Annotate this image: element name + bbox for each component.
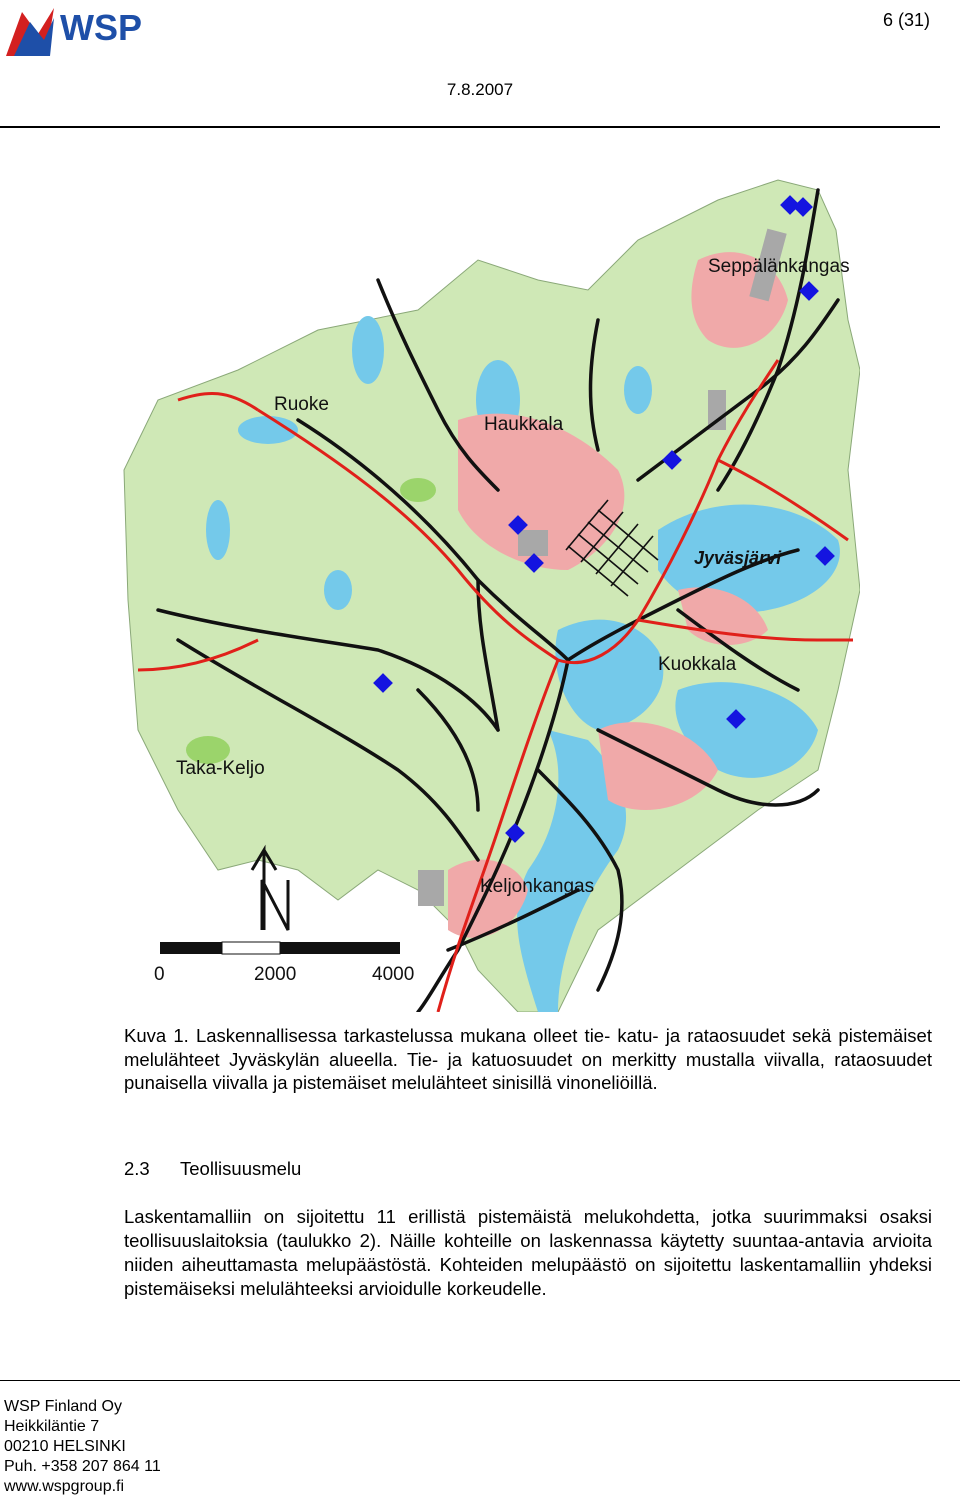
scale-label-2000: 2000 [254,964,297,985]
footer [4,1397,161,1497]
place-label-haukkala: Haukkala [484,414,564,435]
place-label-taka-keljo: Taka-Keljo [176,758,265,779]
place-label-jyvasjarvi: Jyväsjärvi [694,548,782,568]
place-label-kuokkala: Kuokkala [658,654,737,675]
map-svg [118,170,860,1012]
section-title: Teollisuusmelu [180,1158,302,1179]
section-body: Laskentamalliin on sijoitettu 11 erillistä pistemäistä melukohdetta, jotka suurimmaksi osaksi teollisuuslaitoksia (taulukko 2). Näille kohteille on laskennassa käytetty suuntaa-antavia arvioita niiden aiheuttamasta melupäästöstä. Kohteiden melupäästö on sijoitettu laskentamalliin yhdeksi pistemäiseksi melulähteeksi arvioidulle korkeudelle. [124,1206,932,1299]
place-label-keljonkangas: Keljonkangas [480,876,595,897]
place-label-seppalankangas: Seppälänkangas [708,256,850,277]
footer-rule [0,1380,960,1381]
header-rule [0,126,940,128]
scale-label-0: 0 [154,964,165,985]
wsp-logo [4,4,174,60]
footer-phone: Puh. +358 207 864 11 [4,1458,161,1475]
footer-company: WSP Finland Oy [4,1398,122,1415]
footer-city: 00210 HELSINKI [4,1438,126,1455]
footer-web[interactable]: www.wspgroup.fi [4,1478,125,1495]
section-number: 2.3 [124,1158,150,1179]
noise-source-map [118,170,860,1012]
logo-text: WSP [60,7,143,48]
place-label-ruoke: Ruoke [274,394,329,415]
section-heading [124,1158,301,1180]
scale-label-4000: 4000 [372,964,415,985]
figure-caption: Kuva 1. Laskennallisessa tarkastelussa mukana olleet tie- katu- ja rataosuudet sekä pistemäiset melulähteet Jyväskylän alueella. Tie- ja katuosuudet on merkitty mustalla viivalla, rataosuudet punaisella viivalla ja pistemäiset melulähteet sinisillä vinoneliöillä. [124,1025,932,1094]
scale-bar [154,942,414,985]
footer-street: Heikkiläntie 7 [4,1418,100,1435]
page-number: 6 (31) [882,10,930,30]
document-date: 7.8.2007 [446,80,514,99]
